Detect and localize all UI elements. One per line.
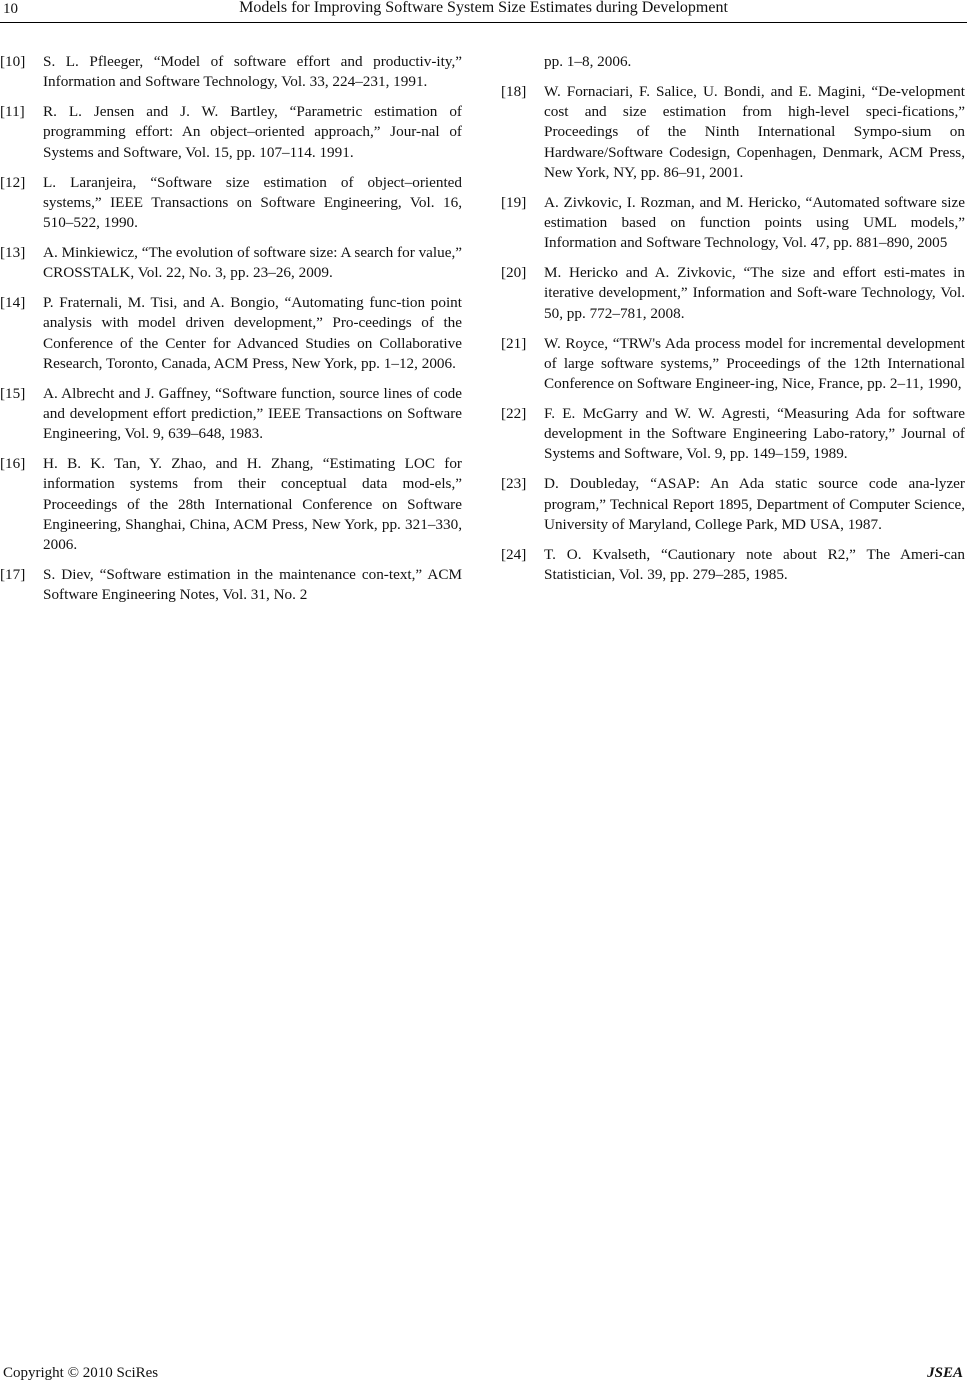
reference-number: [24] — [501, 545, 527, 563]
reference-13 — [0, 243, 462, 283]
reference-19 — [501, 193, 965, 254]
footer-copyright: Copyright © 2010 SciRes — [3, 1365, 159, 1381]
reference-number: [21] — [501, 334, 527, 352]
reference-text: W. Royce, “TRW's Ada process model for incremental development of large software systems,” Proceedings of the 12th International Conference on Software Engineer-ing, Nice, France, pp. 2–11, 1990, — [544, 334, 965, 393]
reference-number: [22] — [501, 405, 527, 423]
reference-number: [19] — [501, 193, 527, 211]
reference-10 — [0, 52, 462, 92]
reference-number: [23] — [501, 475, 527, 493]
reference-20 — [501, 263, 965, 324]
reference-18 — [501, 82, 965, 183]
reference-text: A. Albrecht and J. Gaffney, “Software function, source lines of code and development effort prediction,” IEEE Transactions on Software Engineering, Vol. 9, 639–648, 1983. — [43, 384, 462, 443]
references-left-column — [0, 52, 462, 615]
reference-text: S. Diev, “Software estimation in the maintenance con-text,” ACM Software Engineering Notes, Vol. 31, No. 2 — [43, 566, 462, 604]
reference-text: T. O. Kvalseth, “Cautionary note about R2,” The Ameri-can Statistician, Vol. 39, pp. 279–285, 1985. — [544, 545, 965, 584]
reference-text: A. Minkiewicz, “The evolution of software size: A search for value,” CROSSTALK, Vol. 22, No. 3, pp. 23–26, 2009. — [43, 244, 462, 282]
reference-17 — [0, 565, 462, 605]
reference-text: R. L. Jensen and J. W. Bartley, “Parametric estimation of programming effort: An object–oriented approach,” Jour-nal of Systems and Software, Vol. 15, pp. 107–114. 1991. — [43, 103, 462, 161]
reference-number: [11] — [0, 103, 25, 121]
header-rule — [0, 22, 967, 23]
reference-text: F. E. McGarry and W. W. Agresti, “Measuring Ada for software development in the Software Engineering Labo-ratory,” Journal of Systems and Software, Vol. 9, pp. 149–159, 1989. — [544, 405, 965, 463]
running-title: Models for Improving Software System Size Estimates during Development — [239, 0, 728, 16]
reference-number: [14] — [0, 294, 26, 312]
reference-text: P. Fraternali, M. Tisi, and A. Bongio, “Automating func-tion point analysis with model driven development,” Pro-ceedings of the Conference of the Center for Advanced Studies on Collaborative Research, Toronto, Canada, ACM Press, New York, pp. 1–12, 2006. — [43, 294, 462, 372]
reference-number: [20] — [501, 264, 527, 282]
reference-23 — [501, 474, 965, 535]
reference-text: L. Laranjeira, “Software size estimation of object–oriented systems,” IEEE Transactions on Software Engineering, Vol. 16, 510–522, 1990. — [43, 173, 462, 232]
reference-number: [13] — [0, 244, 26, 262]
reference-21 — [501, 334, 965, 395]
footer-journal: JSEA — [927, 1365, 963, 1381]
reference-text: D. Doubleday, “ASAP: An Ada static source code ana-lyzer program,” Technical Report 1895, Department of Computer Science, University of Maryland, College Park, MD USA, 1987. — [544, 475, 965, 533]
reference-number: [17] — [0, 566, 26, 584]
reference-text: H. B. K. Tan, Y. Zhao, and H. Zhang, “Estimating LOC for information systems from their conceptual data mod-els,” Proceedings of the 28th International Conference on Software Engineering, Shanghai, China, ACM Press, New York, pp. 321–330, 2006. — [43, 455, 462, 554]
reference-22 — [501, 404, 965, 465]
reference-text: A. Zivkovic, I. Rozman, and M. Hericko, “Automated software size estimation based on function points using UML models,” Information and Software Technology, Vol. 47, pp. 881–890, 2005 — [544, 193, 965, 252]
reference-number: [12] — [0, 173, 26, 191]
reference-11 — [0, 102, 462, 163]
reference-number: [16] — [0, 455, 26, 473]
reference-text: W. Fornaciari, F. Salice, U. Bondi, and E. Magini, “De-velopment cost and size estimation from high-level speci-fications,” Proceedings of the Ninth International Sympo-sium on Hardware/Software Codesign, Copenhagen, Denmark, ACM Press, New York, NY, pp. 86–91, 2001. — [544, 83, 965, 181]
reference-number: [18] — [501, 83, 527, 100]
reference-text: S. L. Pfleeger, “Model of software effort and productiv-ity,” Information and Software Technology, Vol. 33, 224–231, 1991. — [43, 53, 462, 91]
reference-24 — [501, 545, 965, 585]
reference-15 — [0, 384, 462, 445]
references-right-column — [501, 52, 965, 595]
reference-text: M. Hericko and A. Zivkovic, “The size and effort esti-mates in iterative development,” Information and Soft-ware Technology, Vol. 50, pp. 772–781, 2008. — [544, 264, 965, 322]
reference-number: [15] — [0, 384, 26, 402]
reference-14 — [0, 293, 462, 374]
reference-12 — [0, 173, 462, 234]
reference-number: [10] — [0, 53, 26, 70]
reference-17-continuation: pp. 1–8, 2006. — [544, 53, 632, 70]
page-number: 10 — [3, 1, 18, 17]
reference-16 — [0, 454, 462, 555]
